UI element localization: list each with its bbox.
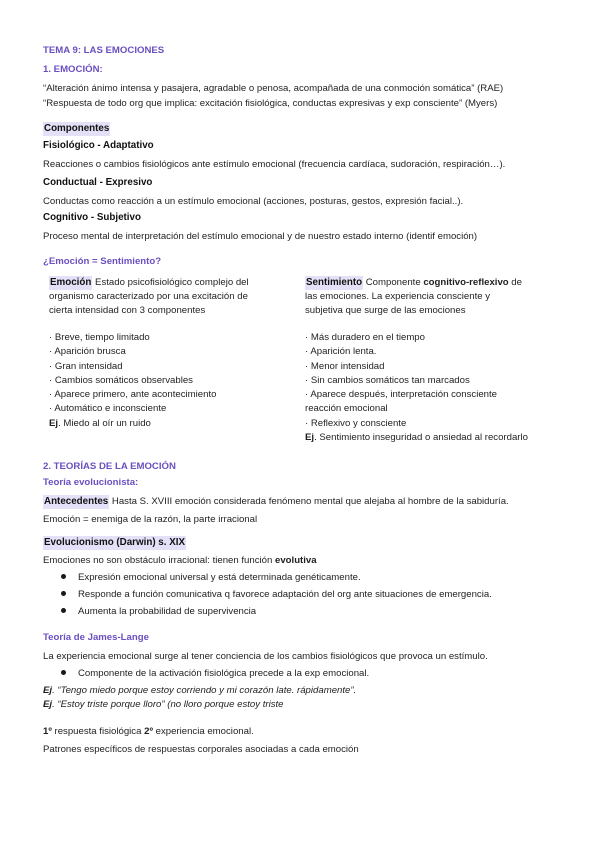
james-lange-example-1: Ej. “Tengo miedo porque estoy corriendo y mi corazón late. rápidamente”.: [43, 685, 357, 696]
definition-rae: “Alteración ánimo intensa y pasajera, agradable o penosa, acompañada de una conmoción somática” (RAE): [43, 83, 504, 94]
list-item: · Sin cambios somáticos tan marcados: [305, 374, 470, 386]
feeling-example: Ej. Sentimiento inseguridad o ansiedad al recordarlo: [305, 432, 528, 444]
james-lange-heading: Teoría de James-Lange: [43, 632, 149, 643]
list-item: · Gran intensidad: [49, 360, 123, 372]
feeling-traits-list: [305, 331, 528, 445]
list-item: · Más duradero en el tiempo: [305, 332, 425, 343]
list-item: · Menor intensidad: [305, 360, 385, 372]
list-item: Componente de la activación fisiológica precede a la exp emocional.: [61, 668, 369, 680]
component-cognitive-title: Cognitivo - Subjetivo: [43, 212, 141, 223]
list-item: · Aparición brusca: [49, 346, 126, 358]
component-behavioral-title: Conductual - Expresivo: [43, 177, 153, 188]
response-patterns: Patrones específicos de respuestas corporales asociadas a cada emoción: [43, 744, 359, 755]
feeling-definition: Sentimiento Componente cognitivo-reflexivo de las emociones. La experiencia consciente y subjetiva que surge de las emociones: [305, 277, 522, 316]
darwin-intro: Emociones no son obstáculo irracional: tienen función evolutiva: [43, 555, 317, 566]
component-behavioral-text: Conductas como reacción a un estímulo emocional (acciones, posturas, gestos, expresión facial..).: [43, 196, 464, 207]
component-physiological-title: Fisiológico - Adaptativo: [43, 140, 154, 151]
antecedents-line: Antecedentes Hasta S. XVIII emoción considerada fenómeno mental que alejaba al hombre de la sabiduría.: [44, 496, 509, 507]
component-physiological-text: Reacciones o cambios fisiológicos ante estímulo emocional (frecuencia cardíaca, sudoración, respiración…).: [43, 159, 506, 170]
components-heading: Componentes: [44, 123, 110, 134]
list-item: reacción emocional: [305, 403, 388, 415]
james-lange-intro: La experiencia emocional surge al tener conciencia de los cambios fisiológicos que provoca un estímulo.: [43, 651, 488, 662]
emotion-definition: Emoción Estado psicofisiológico complejo del organismo caracterizado por una excitación de cierta intensidad con 3 componentes: [49, 277, 249, 316]
list-item: · Aparece primero, ante acontecimiento: [49, 389, 217, 401]
list-item: · Aparece después, interpretación consciente: [305, 389, 497, 401]
bullet-icon: [61, 574, 66, 579]
emotion-example: Ej. Miedo al oír un ruido: [49, 417, 151, 429]
emotion-term: Emoción: [50, 277, 92, 288]
evolutionist-heading: Teoría evolucionista:: [43, 477, 139, 488]
section-1-heading: 1. EMOCIÓN:: [43, 64, 103, 75]
antecedents-label: Antecedentes: [44, 496, 109, 507]
feeling-term: Sentimiento: [306, 277, 363, 288]
section-2-heading: 2. TEORÍAS DE LA EMOCIÓN: [43, 461, 176, 472]
bullet-icon: [61, 591, 66, 596]
list-item: · Automático e inconsciente: [49, 403, 167, 415]
list-item: Aumenta la probabilidad de supervivencia: [61, 606, 256, 618]
bullet-icon: [61, 670, 66, 675]
topic-title: TEMA 9: LAS EMOCIONES: [43, 45, 165, 56]
list-item: Responde a función comunicativa q favorece adaptación del org ante situaciones de emergencia.: [61, 589, 492, 601]
list-item: · Aparición lenta.: [305, 346, 377, 358]
antecedents-line-2: Emoción = enemiga de la razón, la parte irracional: [43, 514, 258, 525]
darwin-heading: Evolucionismo (Darwin) s. XIX: [44, 537, 185, 548]
list-item: Expresión emocional universal y está determinada genéticamente.: [61, 572, 361, 584]
list-item: · Cambios somáticos observables: [49, 374, 193, 386]
list-item: · Reflexivo y consciente: [305, 417, 407, 429]
bullet-icon: [61, 608, 66, 613]
component-cognitive-text: Proceso mental de interpretación del estímulo emocional y de nuestro estado interno (identif emoción): [43, 231, 478, 242]
comparison-heading: ¿Emoción = Sentimiento?: [43, 256, 162, 267]
emotion-traits-list: [49, 331, 216, 431]
list-item: · Breve, tiempo limitado: [49, 332, 150, 343]
response-order: 1º respuesta fisiológica 2º experiencia emocional.: [43, 726, 254, 737]
definition-myers: “Respuesta de todo org que implica: excitación fisiológica, conductas expresivas y exp consciente” (Myers): [43, 98, 498, 109]
james-lange-example-2: Ej. “Estoy triste porque lloro” (no lloro porque estoy triste: [43, 699, 284, 710]
